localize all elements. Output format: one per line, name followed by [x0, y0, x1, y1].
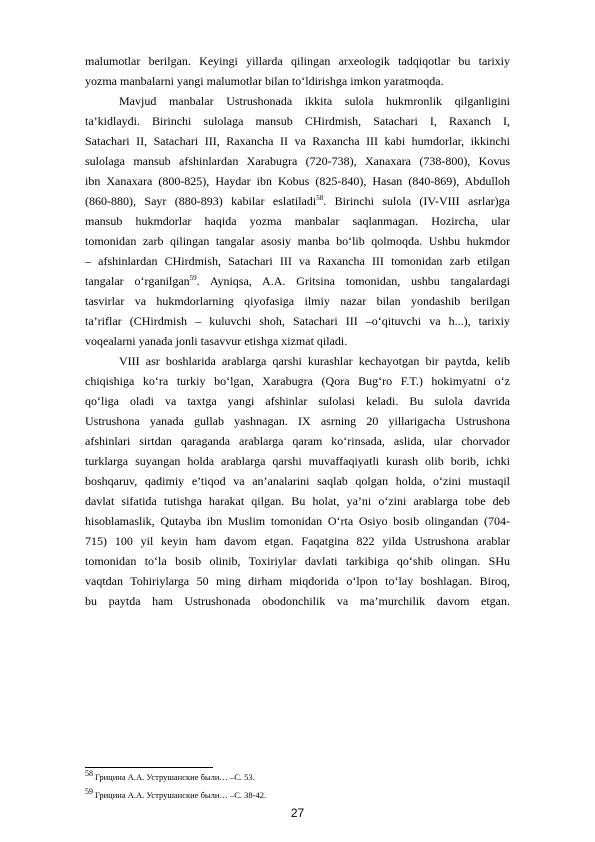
- text-line: sulolaga mansub afshinlardan Xarabugra (720-738), Xanaxara (738-800), Kovus: [85, 154, 510, 168]
- footnote-number: 59: [85, 787, 93, 797]
- text-line: boshqaruv, qadimiy e’tiqod va an’analarini saqlab qolgan holda, o‘zini mustaqil: [85, 474, 510, 488]
- footnote-divider: [85, 767, 213, 768]
- footnote-text: Грицина А.А. Уструшанские были… –С. 53.: [95, 772, 255, 782]
- text-line: turklarga suyangan holda arablarga qarshi muvaffaqiyatli kurash olib borib, ichki: [85, 454, 510, 468]
- text-line: yozma manbalarni yangi malumotlar bilan to‘ldirishga imkon yaratmoqda.: [85, 74, 444, 88]
- text-line: tangalar o‘rganilgan$^{59}$. Ayniqsa, A.A. Gritsina tomonidan, ushbu tangalardagi: [85, 274, 510, 288]
- footnote-text: Грицина А.А. Уструшанские были… –С. 38-42.: [95, 790, 267, 800]
- text-line: voqealarni yanada jonli tasavvur etishga xizmat qiladi.: [85, 334, 348, 348]
- text-line: Satachari II, Satachari III, Raxancha II va Raxancha III kabi humdorlar, ikkinchi: [85, 134, 510, 148]
- text-line: tomonidan to‘la bosib olinib, Toxiriylar davlati tarkibiga qo‘shib olingan. SHu: [85, 554, 510, 568]
- text-line: Mavjud manbalar Ustrushonada ikkita sulola hukmronlik qilganligini: [119, 94, 510, 108]
- text-line: malumotlar berilgan. Keyingi yillarda qilingan arxeologik tadqiqotlar bu tarixiy: [85, 54, 510, 68]
- text-line: ta’riflar (CHirdmish – kuluvchi shoh, Satachari III –o‘qituvchi va h...), tarixiy: [85, 314, 510, 328]
- text-line: mansub hukmdorlar haqida yozma manbalar saqlanmagan. Hozircha, ular: [85, 214, 510, 228]
- footnote-59: [85, 789, 266, 801]
- text-line: afshinlari sirtdan qaraganda arablarga qaram ko‘rinsada, aslida, ular chorvador: [85, 434, 510, 448]
- footnote-ref: 58: [316, 194, 324, 202]
- text-line: hisoblamaslik, Qutayba ibn Muslim tomonidan O‘rta Osiyo bosib olingandan (704-: [85, 514, 510, 528]
- text-line: ibn Xanaxara (800-825), Haydar ibn Kobus (825-840), Hasan (840-869), Abdulloh: [85, 174, 510, 188]
- footnote-ref: 59: [189, 274, 197, 282]
- text-line: tomonidan zarb qilingan tangalar asosiy manba bo‘lib qolmoqda. Ushbu hukmdor: [85, 234, 510, 248]
- footnote-58: [85, 771, 255, 783]
- text-line: VIII asr boshlarida arablarga qarshi kurashlar kechayotgan bir paytda, kelib: [119, 354, 510, 368]
- text-line: chiqishiga ko‘ra turkiy bo‘lgan, Xarabugra (Qora Bug‘ro F.T.) hokimyatni o‘z: [85, 374, 510, 388]
- body-text: [85, 51, 510, 611]
- text-line: (860-880), Sayr (880-893) kabilar eslatiladi$^{58}$. Birinchi sulola (IV-VIII asrlar)ga: [85, 194, 510, 208]
- text-line: Ustrushona yanada gullab yashnagan. IX asrning 20 yillarigacha Ustrushona: [85, 414, 510, 428]
- footnote-number: 58: [85, 769, 93, 779]
- text-line: – afshinlardan CHirdmish, Satachari III va Raxancha III tomonidan zarb etilgan: [85, 254, 510, 268]
- text-line: bu paytda ham Ustrushonada obodonchilik va ma’murchilik davom etgan.: [85, 594, 510, 608]
- text-line: ta’kidlaydi. Birinchi sulolaga mansub CHirdmish, Satachari I, Raxanch I,: [85, 114, 510, 128]
- text-line: qo‘liga oladi va taxtga yangi afshinlar sulolasi keladi. Bu sulola davrida: [85, 394, 510, 408]
- text-line: davlat sifatida tutishga harakat qilgan. Bu holat, ya’ni o‘zini arablarga tobe deb: [85, 494, 510, 508]
- text-line: vaqtdan Tohiriylarga 50 ming dirham miqdorida o‘lpon to‘lay boshlagan. Biroq,: [85, 574, 510, 588]
- page-number: 27: [290, 806, 305, 820]
- text-line: tasvirlar va hukmdorlarning qiyofasiga ilmiy nazar bilan yondashib berilgan: [85, 294, 510, 308]
- text-line: 715) 100 yil keyin ham davom etgan. Faqatgina 822 yilda Ustrushona arablar: [85, 534, 510, 548]
